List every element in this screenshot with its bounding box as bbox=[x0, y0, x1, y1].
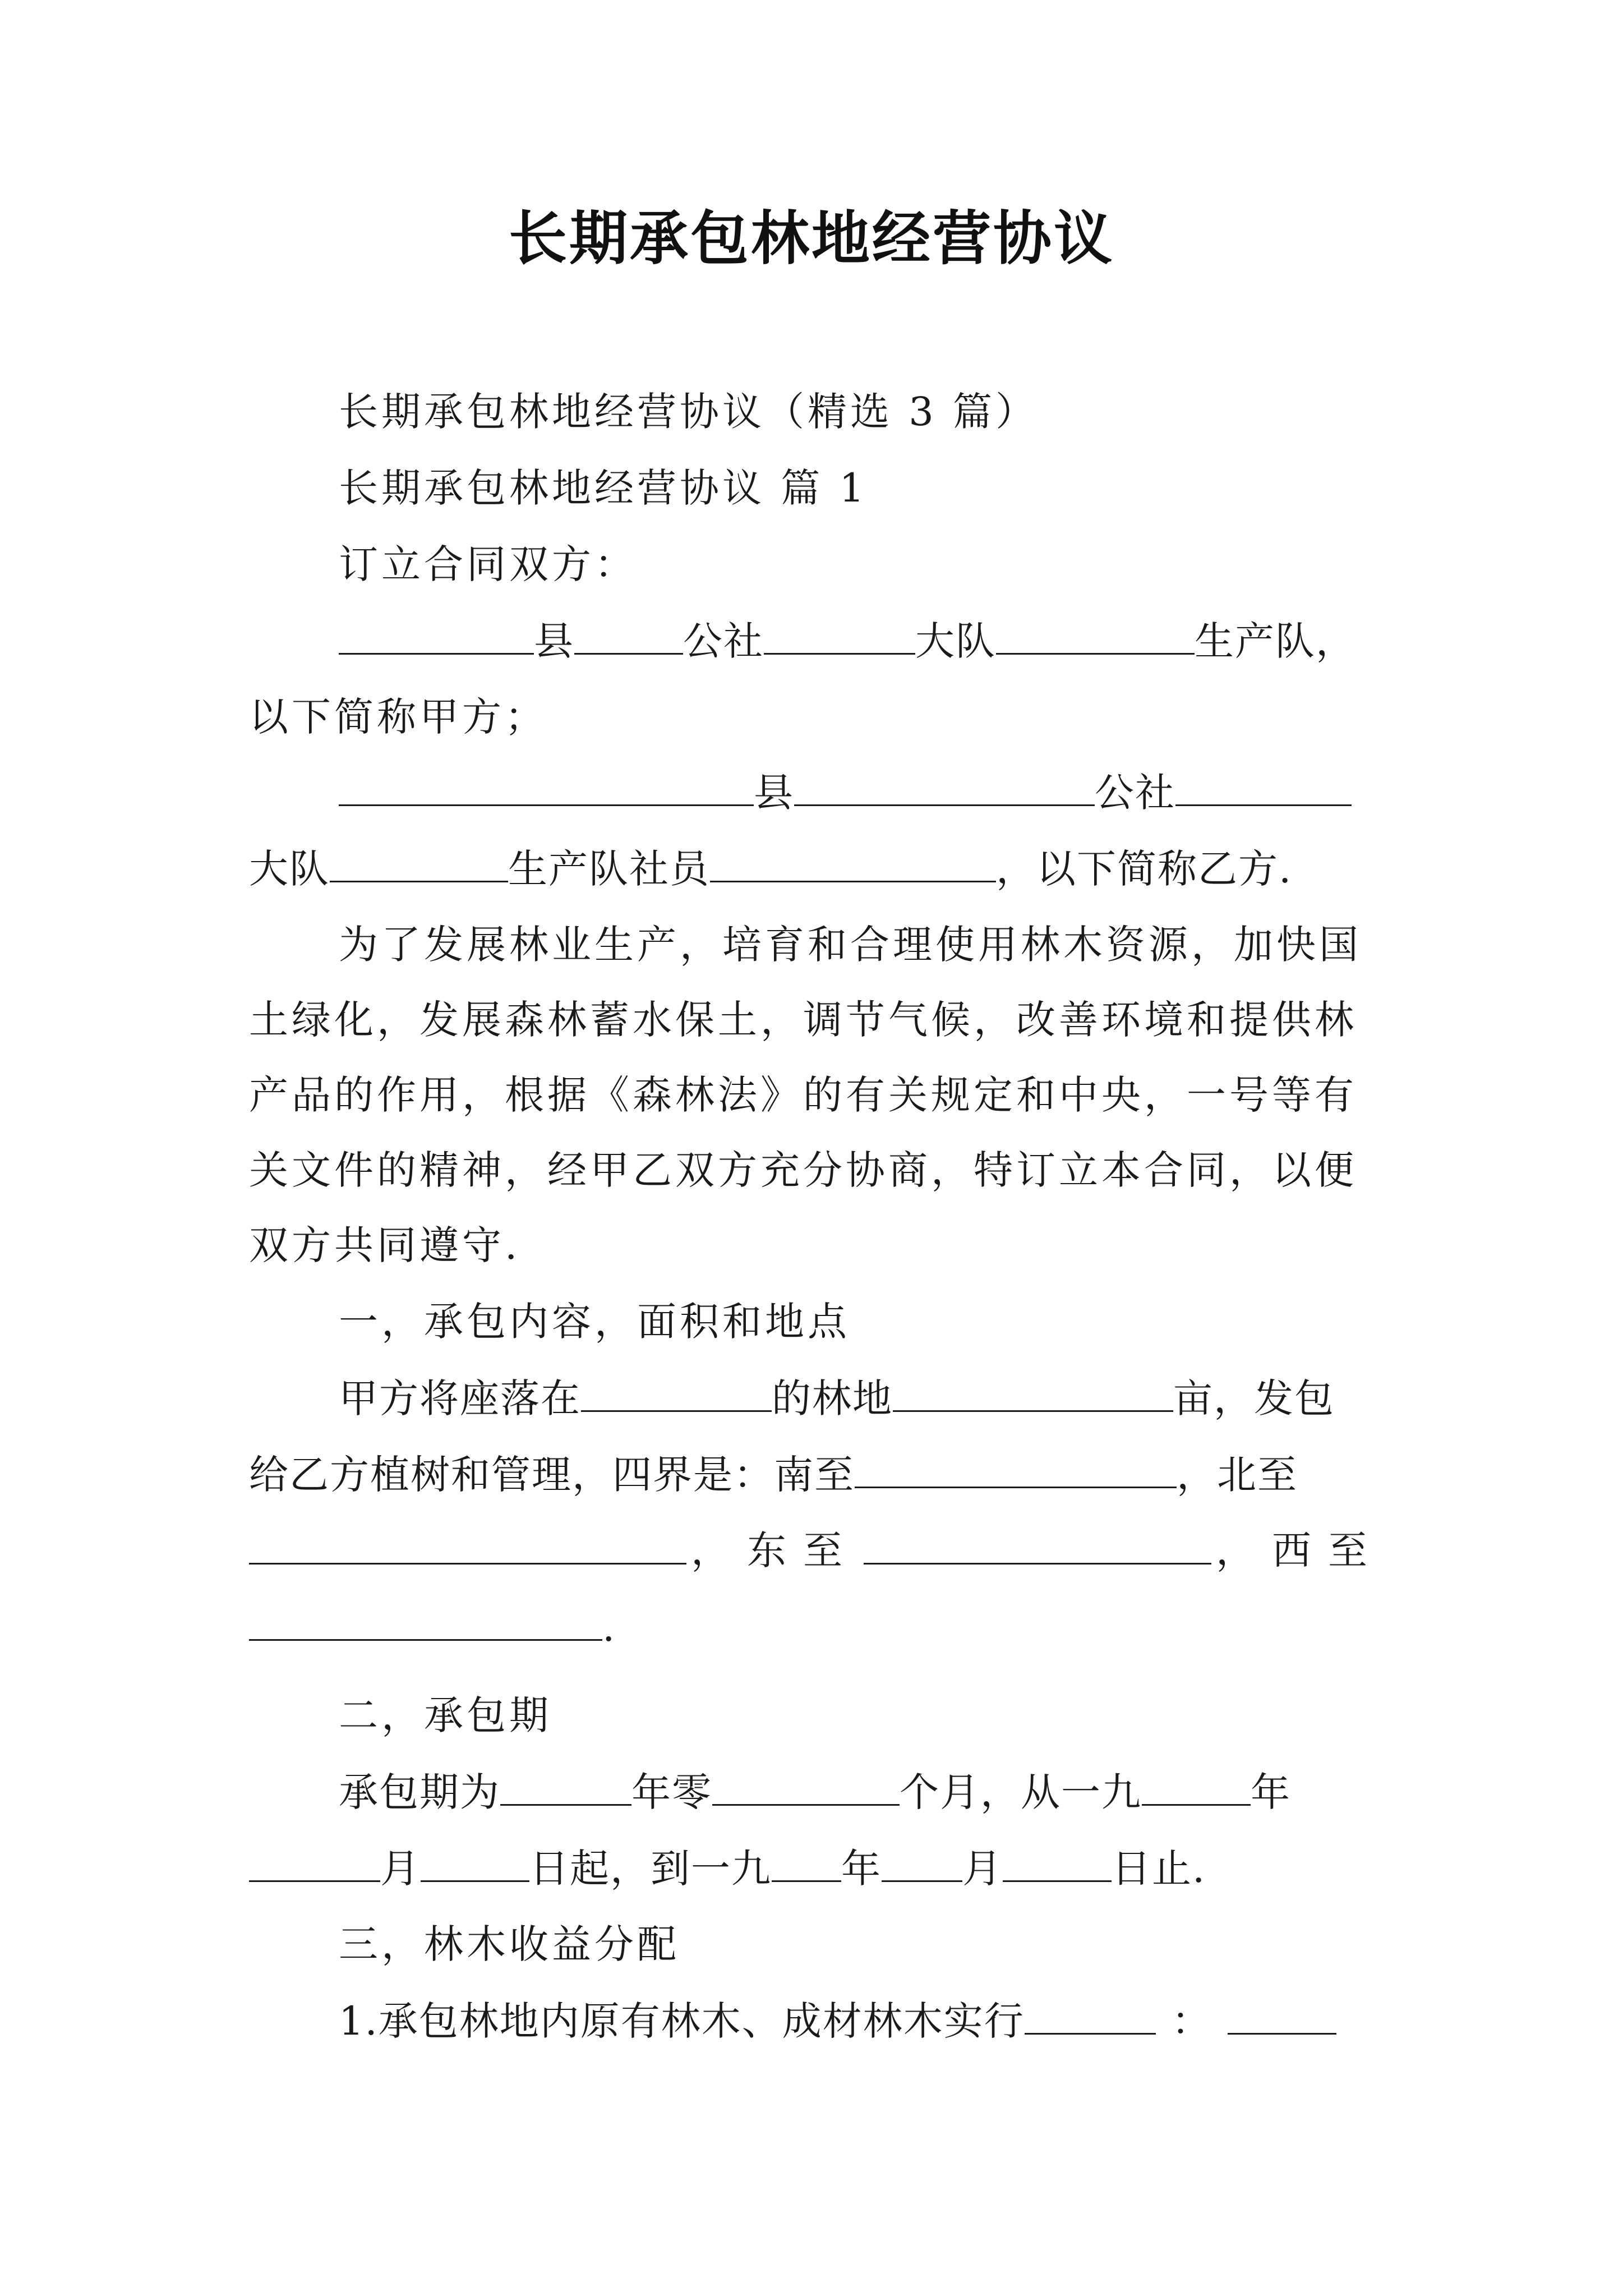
blank-field[interactable] bbox=[339, 765, 754, 806]
section-1-line: 给乙方植树和管理，四界是：南至 ，北至 bbox=[249, 1447, 1384, 1501]
blank-field[interactable] bbox=[1025, 1994, 1156, 2035]
preamble-line: 为了发展林业生产，培育和合理使用林木资源，加快国 bbox=[339, 922, 1362, 968]
blank-field[interactable] bbox=[1142, 1765, 1251, 1806]
chapter-heading: 长期承包林地经营协议 篇 1 bbox=[339, 465, 868, 511]
blank-field[interactable] bbox=[330, 841, 508, 882]
preamble-line: 土绿化，发展森林蓄水保土，调节气候，改善环境和提供林 bbox=[249, 997, 1357, 1043]
subtitle: 长期承包林地经营协议（精选 3 篇） bbox=[339, 389, 1039, 435]
blank-field[interactable] bbox=[249, 1524, 686, 1565]
blank-field[interactable] bbox=[581, 1371, 772, 1412]
section-1-heading: 一，承包内容，面积和地点 bbox=[339, 1299, 850, 1345]
preamble-line: 双方共同遵守. bbox=[249, 1222, 521, 1268]
section-1-line: . bbox=[249, 1600, 1384, 1654]
section-1-line: 甲方将座落在 的林地 亩，发包 bbox=[249, 1371, 1384, 1425]
blank-field[interactable] bbox=[500, 1765, 631, 1806]
section-1-line: ，东至 ，西至 bbox=[249, 1524, 1384, 1577]
party-a-line: 县 公社 大队 生产队， bbox=[249, 614, 1384, 668]
blank-field[interactable] bbox=[710, 841, 996, 882]
section-2-line: 月 日起，到一九 年 月 日止. bbox=[249, 1841, 1384, 1895]
blank-field[interactable] bbox=[864, 1524, 1211, 1565]
blank-field[interactable] bbox=[1003, 1841, 1112, 1882]
document-title: 长期承包林地经营协议 bbox=[508, 204, 1114, 273]
parties-heading: 订立合同双方： bbox=[339, 541, 637, 587]
blank-field[interactable] bbox=[1175, 765, 1352, 806]
blank-field[interactable] bbox=[855, 1447, 1177, 1488]
section-2-line: 承包期为 年零 个月，从一九 年 bbox=[249, 1765, 1384, 1819]
blank-field[interactable] bbox=[882, 1841, 962, 1882]
preamble-line: 产品的作用，根据《森林法》的有关规定和中央，一号等有 bbox=[249, 1072, 1357, 1118]
blank-field[interactable] bbox=[249, 1841, 380, 1882]
blank-field[interactable] bbox=[764, 614, 915, 655]
section-3-item-1: 1.承包林地内原有林木、成材林木实行 ： bbox=[249, 1994, 1384, 2047]
blank-field[interactable] bbox=[1228, 1994, 1336, 2035]
blank-field[interactable] bbox=[712, 1765, 900, 1806]
blank-field[interactable] bbox=[772, 1841, 841, 1882]
blank-field[interactable] bbox=[893, 1371, 1173, 1412]
blank-field[interactable] bbox=[249, 1600, 602, 1641]
section-3-heading: 三，林木收益分配 bbox=[339, 1921, 680, 1967]
blank-field[interactable] bbox=[794, 765, 1095, 806]
party-b-line-2: 大队 生产队社员 ，以下简称乙方. bbox=[249, 841, 1384, 895]
party-a-tail: 以下简称甲方； bbox=[249, 694, 547, 740]
party-b-line: 县 公社 bbox=[249, 765, 1384, 819]
blank-field[interactable] bbox=[996, 614, 1195, 655]
blank-field[interactable] bbox=[421, 1841, 529, 1882]
blank-field[interactable] bbox=[339, 614, 534, 655]
section-2-heading: 二，承包期 bbox=[339, 1692, 552, 1738]
blank-field[interactable] bbox=[574, 614, 683, 655]
preamble-line: 关文件的精神，经甲乙双方充分协商，特订立本合同，以便 bbox=[249, 1147, 1357, 1193]
